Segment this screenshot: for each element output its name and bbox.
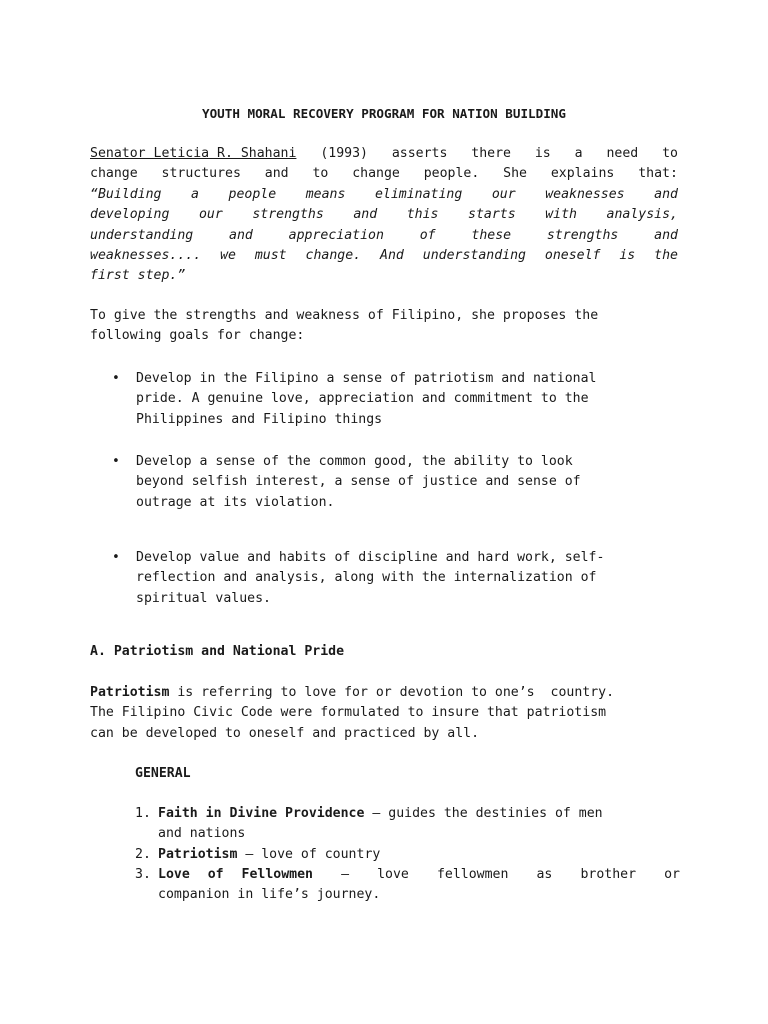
goals-intro-paragraph: To give the strengths and weakness of Filipino, she proposes the following goals for change: (90, 308, 599, 344)
patriotism-paragraph: Patriotism is referring to love for or devotion to one’s country. The Filipino Civic Code were formulated to insure that patriotism can be developed to oneself and practiced by all. (90, 685, 615, 741)
quote-line-1: “Building a people means eliminating our weaknesses and (90, 186, 678, 202)
general-heading: GENERAL (135, 766, 191, 781)
quote-line-3: understanding and appreciation of these strengths and (90, 227, 678, 243)
document-title: YOUTH MORAL RECOVERY PROGRAM FOR NATION BUILDING (202, 106, 566, 121)
intro-line-2: change structures and to change people. She explains that: (90, 166, 678, 182)
intro-line-1: Senator Leticia R. Shahani (1993) asserts there is a need to (90, 144, 678, 164)
quote-line-4: weaknesses.... we must change. And understanding oneself is the (90, 248, 678, 264)
bullet-dot-icon: • (112, 454, 120, 469)
section-a-heading: A. Patriotism and National Pride (90, 644, 345, 659)
senator-name: Senator Leticia R. Shahani (90, 146, 297, 161)
quote-line-5: first step.” (90, 268, 186, 284)
general-item-3: 3. Love of Fellowmen – love fellowmen as brother or companion in life’s journey. (135, 867, 680, 903)
quote-line-2: developing our strengths and this starts with analysis, (90, 207, 678, 223)
general-item-2: 2. Patriotism – love of country (135, 847, 381, 862)
general-item-1: 1. Faith in Divine Providence – guides the destinies of men and nations (135, 806, 603, 842)
bullet-dot-icon: • (112, 371, 120, 386)
patriotism-term: Patriotism (90, 685, 170, 700)
goal-bullet-2: • Develop a sense of the common good, the ability to look beyond selfish interest, a sense of justice and sense of outrage at its violation. (112, 454, 581, 510)
bullet-dot-icon: • (112, 550, 120, 565)
intro-paragraph (90, 144, 678, 287)
goal-bullet-3: • Develop value and habits of discipline and hard work, self- reflection and analysis, along with the internalization of spiritual values. (112, 550, 605, 606)
goal-bullet-1: • Develop in the Filipino a sense of patriotism and national pride. A genuine love, appreciation and commitment to the Philippines and Filipino things (112, 371, 597, 427)
